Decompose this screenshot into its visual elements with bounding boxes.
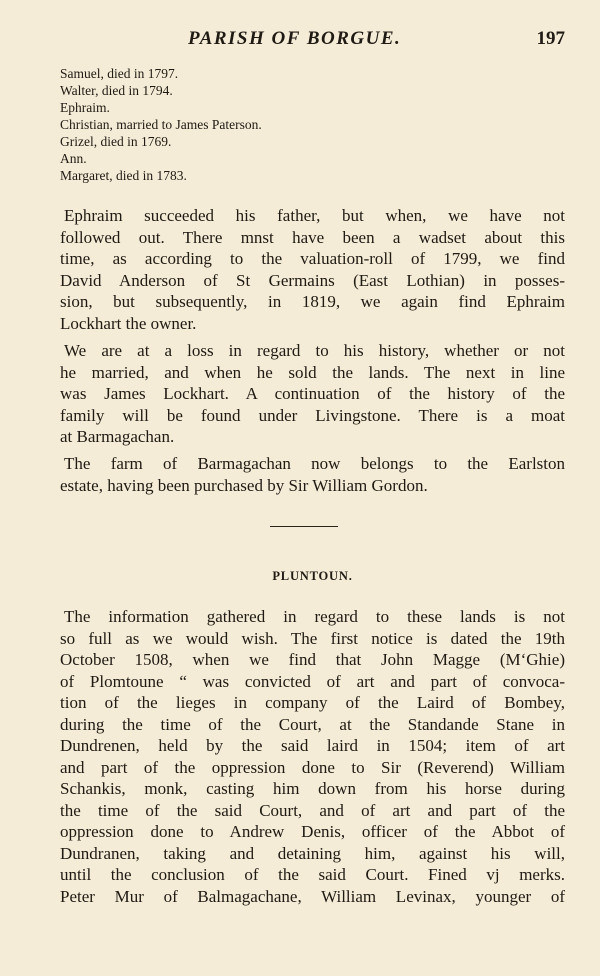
section-divider bbox=[270, 526, 338, 527]
text-line: sion, but subsequently, in 1819, we again find Ephraim bbox=[60, 292, 565, 311]
text-line: was James Lockhart. A continuation of the history of the bbox=[60, 384, 565, 403]
running-title: PARISH OF BORGUE. bbox=[188, 28, 402, 49]
text-line: Dundrenen, held by the said laird in 1504; item of art bbox=[60, 736, 565, 755]
list-item: Walter, died in 1794. bbox=[60, 83, 173, 98]
text-line: oppression done to Andrew Denis, officer of the Abbot of bbox=[60, 822, 565, 841]
text-line: he married, and when he sold the lands. The next in line bbox=[60, 362, 565, 382]
text-line: Schankis, monk, casting him down from his horse during bbox=[60, 779, 565, 798]
paragraph-history bbox=[60, 340, 565, 448]
text-line: so full as we would wish. The first notice is dated the 19th bbox=[60, 628, 565, 648]
list-item: Ephraim. bbox=[60, 100, 110, 115]
text-line: of Plomtoune “ was convicted of art and part of convoca- bbox=[60, 671, 565, 691]
text-line: October 1508, when we find that John Magge (M‘Ghie) bbox=[60, 650, 565, 669]
text-line: Dundranen, taking and detaining him, against his will, bbox=[60, 843, 565, 863]
children-list bbox=[60, 65, 565, 184]
text-line: The farm of Barmagachan now belongs to the Earlston bbox=[64, 454, 565, 473]
text-line: Ephraim succeeded his father, but when, we have not bbox=[64, 206, 565, 225]
text-line: Peter Mur of Balmagachane, William Levinax, younger of bbox=[60, 886, 565, 906]
text-line: and part of the oppression done to Sir (Reverend) William bbox=[60, 757, 565, 777]
text-line: Lockhart the owner. bbox=[60, 313, 197, 333]
text-line: during the time of the Court, at the Standande Stane in bbox=[60, 714, 565, 734]
text-line: tion of the lieges in company of the Laird of Bombey, bbox=[60, 693, 565, 712]
paragraph-farm bbox=[60, 453, 565, 496]
list-item: Ann. bbox=[60, 151, 87, 166]
section-heading: PLUNTOUN. bbox=[272, 569, 353, 583]
text-line: family will be found under Livingstone. There is a moat bbox=[60, 405, 565, 425]
text-line: until the conclusion of the said Court. Fined vj merks. bbox=[60, 865, 565, 884]
list-item: Samuel, died in 1797. bbox=[60, 66, 179, 81]
list-item: Christian, married to James Paterson. bbox=[60, 117, 262, 132]
page-number: 197 bbox=[536, 28, 565, 49]
text-line: time, as according to the valuation-roll of 1799, we find bbox=[60, 249, 565, 268]
running-head bbox=[60, 28, 565, 52]
text-line: The information gathered in regard to these lands is not bbox=[64, 607, 565, 626]
paragraph-pluntoun bbox=[60, 606, 565, 907]
text-line: We are at a loss in regard to his history, whether or not bbox=[64, 341, 565, 360]
text-line: David Anderson of St Germains (East Lothian) in posses- bbox=[60, 270, 565, 290]
text-line: at Barmagachan. bbox=[60, 427, 175, 446]
list-item: Margaret, died in 1783. bbox=[60, 168, 187, 183]
text-line: followed out. There mnst have been a wadset about this bbox=[60, 227, 565, 247]
text-line: estate, having been purchased by Sir William Gordon. bbox=[60, 475, 428, 495]
text-line: the time of the said Court, and of art and part of the bbox=[60, 800, 565, 820]
paragraph-ephraim bbox=[60, 205, 565, 334]
list-item: Grizel, died in 1769. bbox=[60, 134, 172, 149]
